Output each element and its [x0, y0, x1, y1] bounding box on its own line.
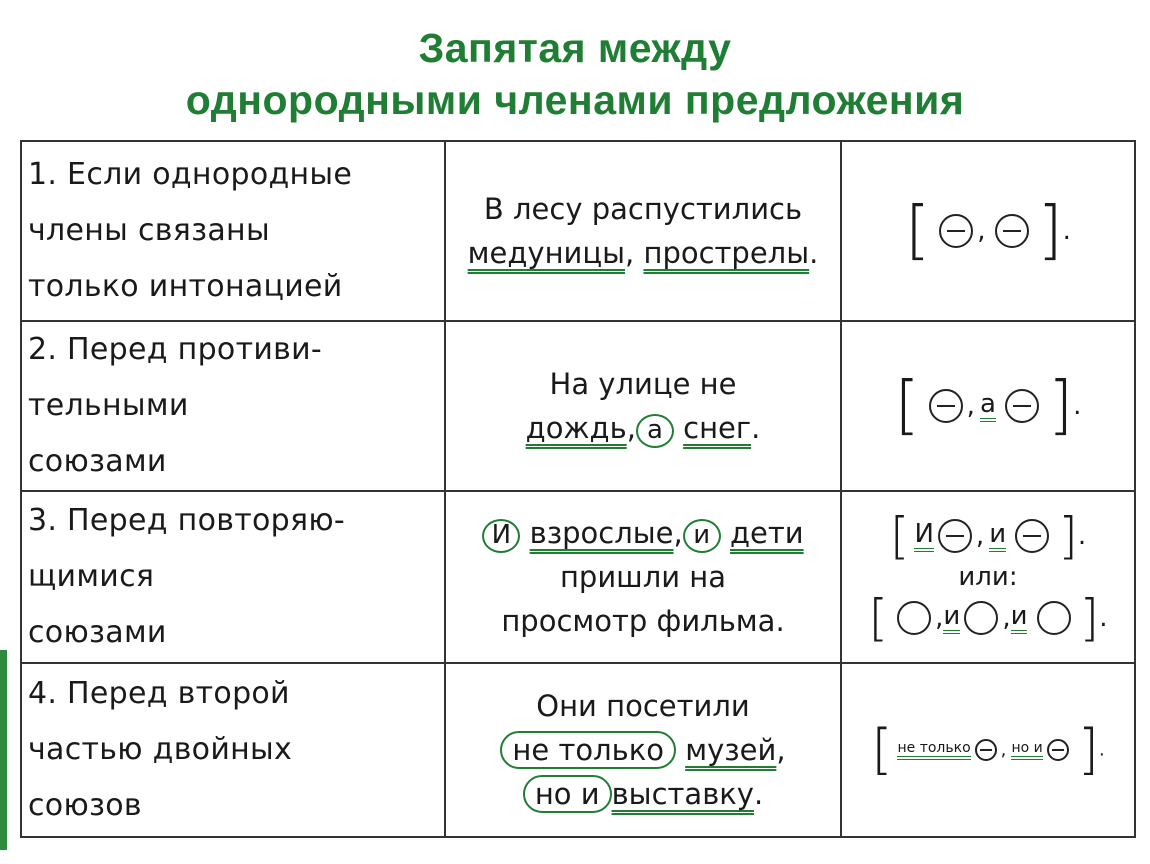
homogeneous-member: дети	[729, 516, 804, 550]
period: .	[751, 411, 761, 445]
period: .	[809, 236, 819, 270]
or-label: или:	[958, 562, 1018, 592]
member-circle-icon	[938, 519, 972, 553]
table-row	[21, 663, 1135, 837]
homogeneous-member: прострелы	[643, 236, 810, 270]
period: .	[753, 777, 764, 811]
scheme-conjunction: и	[1011, 602, 1028, 634]
example-cell	[445, 663, 841, 837]
homogeneous-member: выставку	[611, 777, 754, 811]
scheme: [ не только , но и ].	[871, 718, 1105, 781]
homogeneous-member: медуницы	[467, 236, 626, 270]
member-circle-icon	[1005, 389, 1039, 423]
example-line: просмотр фильма.	[501, 604, 785, 638]
scheme-conjunction: и	[943, 602, 960, 634]
member-circle-icon	[929, 389, 963, 423]
rule-line: 3. Перед повторяю-	[28, 503, 346, 538]
title-line-2: однородными членами предложения	[185, 77, 965, 123]
rule-cell	[21, 141, 445, 321]
example-line: В лесу распустились	[483, 192, 803, 226]
homogeneous-member: дождь	[525, 411, 627, 445]
scheme: [ , ].	[905, 194, 1071, 268]
example-cell	[445, 321, 841, 491]
rule-cell	[21, 491, 445, 663]
table-row	[21, 491, 1135, 663]
rule-line: союзами	[28, 444, 167, 479]
scheme-cell	[841, 491, 1135, 663]
rule-line: тельными	[28, 388, 189, 423]
member-circle-icon	[939, 214, 973, 248]
scheme-conjunction: а	[980, 390, 996, 422]
scheme: [ , а ].	[894, 369, 1082, 443]
member-circle-icon	[1037, 601, 1071, 635]
rule-line: частью двойных	[28, 732, 293, 767]
scheme-cell	[841, 141, 1135, 321]
homogeneous-member: музей	[685, 733, 777, 767]
scheme-conjunction: и	[989, 520, 1006, 552]
example-cell	[445, 141, 841, 321]
scheme-conjunction: И	[914, 520, 933, 552]
scheme: [ И , и ]. или: [ ,и ,и ].	[842, 510, 1134, 644]
page-title	[0, 22, 1150, 126]
conjunction-circle: И	[482, 519, 520, 553]
member-circle-icon	[964, 601, 998, 635]
scheme-cell	[841, 321, 1135, 491]
rule-cell	[21, 321, 445, 491]
example-line: Они посетили	[536, 689, 750, 723]
member-circle-icon	[995, 214, 1029, 248]
example-line: пришли на	[559, 560, 727, 594]
scheme-cell	[841, 663, 1135, 837]
member-circle-icon	[1015, 519, 1049, 553]
comma: ,	[673, 516, 683, 550]
rule-line: щимися	[28, 559, 155, 594]
table-row	[21, 141, 1135, 321]
member-circle-icon	[1047, 739, 1069, 761]
conjunction-oval: не только	[500, 731, 676, 769]
homogeneous-member: взрослые	[529, 516, 674, 550]
comma: ,	[776, 733, 786, 767]
comma: ,	[625, 236, 635, 270]
example-line: На улице не	[549, 367, 737, 401]
rules-table	[20, 140, 1136, 838]
homogeneous-member: снег	[683, 411, 752, 445]
example-cell	[445, 491, 841, 663]
rule-line: союзами	[28, 615, 167, 650]
rule-line: 4. Перед второй	[28, 676, 290, 711]
comma: ,	[626, 411, 636, 445]
scheme-conjunction: не только	[897, 740, 970, 760]
scheme-conjunction: но и	[1011, 740, 1042, 760]
rule-cell	[21, 663, 445, 837]
rule-line: только интонацией	[28, 269, 343, 304]
title-line-1: Запятая между	[418, 25, 732, 71]
member-circle-icon	[975, 739, 997, 761]
conjunction-oval: но и	[523, 775, 612, 813]
table-row	[21, 321, 1135, 491]
conjunction-circle: а	[636, 414, 674, 448]
rule-line: члены связаны	[28, 213, 270, 248]
rule-line: 2. Перед противи-	[28, 332, 323, 367]
conjunction-circle: и	[683, 519, 721, 553]
rule-line: союзов	[28, 788, 142, 823]
decorative-bar	[0, 650, 7, 850]
member-circle-icon	[897, 601, 931, 635]
rule-line: 1. Если однородные	[28, 157, 353, 192]
